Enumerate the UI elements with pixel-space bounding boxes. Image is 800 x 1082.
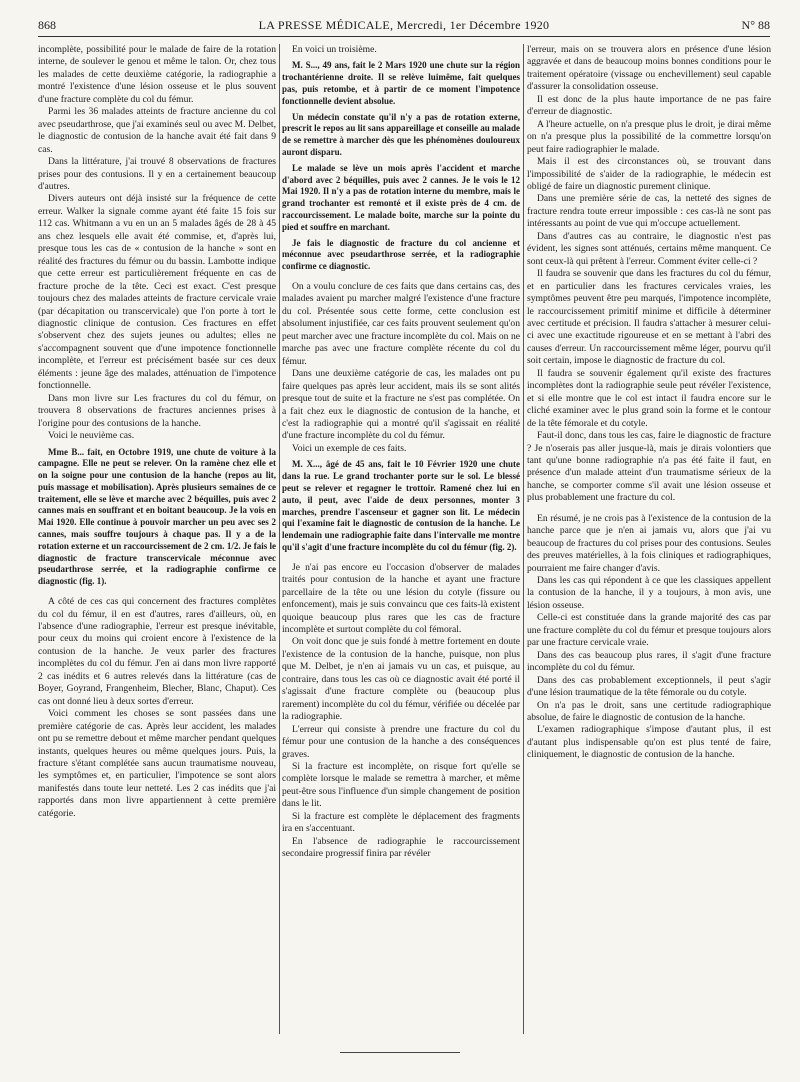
paragraph: Dans des cas probablement exceptionnels, il peut s'agir d'une lésion traumatique de la tête fémorale ou du cotyle. [527, 674, 771, 699]
paragraph: Je n'ai pas encore eu l'occasion d'observer de malades traités pour contusion de la hanche et ayant une fracture parcellaire de la tête ou une lésion du cotyle (fissure ou enfoncement), mais je suis convaincu que ces faits-là existent quoique beaucoup plus rares que les cas de fracture incomplète et surtout complète du col fémoral. [282, 561, 520, 635]
paragraph: Dans mon livre sur Les fractures du col du fémur, on trouvera 8 observations de fractures anciennes prises à l'origine pour des contusions de la hanche. [38, 392, 276, 429]
paragraph: Si la fracture est complète le déplacement des fragments ira en s'accentuant. [282, 810, 520, 835]
paragraph: Divers auteurs ont déjà insisté sur la fréquence de cette erreur. Walker la signale comme ayant été faite 15 fois sur 112 cas. Whitmann a vu en un an 5 malades âgés de 28 à 45 ans chez lesquels elle avait été commise, et, d'après lui, presque tous les cas de « contusion de la hanche » sont en réalité des fractures du fémur ou du bassin. Lambotte indique que cette erreur est particulièrement fréquente en cas de fracture proche de la tête. Ceci est exact. C'est presque toujours chez des malades atteints de fracture cervicale vraie (par décapitation ou transcervicale) que l'on porte à tort le diagnostic clinique de contusion. Ces fractures en effet s'observent chez des sujets jeunes ou adultes; elles ne s'accompagnent souvent que d'une impotence fonctionnelle incomplète, et l'erreur est précisément basée sur ces deux éléments : jeune âge des malades, atténuation de l'impotence fonctionnelle. [38, 193, 276, 392]
paragraph: L'examen radiographique s'impose d'autant plus, il est d'autant plus indispensable qu'on est plus tenté de faire, cliniquement, le diagnostic de contusion de la hanche. [527, 724, 771, 761]
paragraph: Voici un exemple de ces faits. [292, 442, 407, 454]
paragraph: On a voulu conclure de ces faits que dans certains cas, des malades avaient pu marcher malgré l'existence d'une fracture du col. Présentée sous cette forme, cette conclusion est absolument injustifiée, car ces faits prouvent seulement qu'on peut marcher avec une fracture incomplète du col. Mais on ne marche pas avec une fracture complète récente du col du fémur. [282, 281, 520, 367]
case-observation: Mme B... fait, en Octobre 1919, une chute de voiture à la campagne. Elle ne peut se relever. On la ramène chez elle et on la soigne pour une contusion de la hanche (repos au lit, puis massage et mobilisation). Après plusieurs semaines de ce traitement, elle se lève et marche avec 2 béquilles, puis avec 2 cannes mais en souffrant et en boitant beaucoup. Je la vois en Mai 1920. Elle continue à pouvoir marcher un peu avec ses 2 cannes, mais souffre toujours à chaque pas. Il y a de la rotation externe et un raccourcissement de 2 cm. 1/2. Je fais le diagnostic de fracture transcervicale méconnue avec pseudarthrose serrée, et la radiographie confirme ce diagnostic (fig. 1). [38, 446, 276, 587]
column-divider [279, 44, 280, 1034]
paragraph: Il faudra se souvenir également qu'il existe des fractures incomplètes dont la radiographie seule peut révéler l'existence, et si elle montre que le col est intact il faudra encore sur le cliché examiner avec le plus grand soin la forme et le contour de la tête fémorale et du cotyle. [527, 367, 771, 429]
text-column-1 [38, 44, 276, 1034]
paragraph: Parmi les 36 malades atteints de fracture ancienne du col avec pseudarthrose, que j'ai examinés seul ou avec M. Delbet, le diagnostic de contusion de la hanche avait été fait dans 9 cas. [38, 106, 276, 155]
paragraph: Dans une deuxième catégorie de cas, les malades ont pu faire quelques pas après leur accident, mais ils se sont alités presque tout de suite et la fracture ne s'est pas complétée. On a fait chez eux le diagnostic de contusion de la hanche, et c'est la radiographie qui a montré qu'il s'agissait en réalité d'une fracture incomplète du col du fémur. [282, 368, 520, 442]
page-number: 868 [38, 18, 56, 32]
paragraph: Dans la littérature, j'ai trouvé 8 observations de fractures prises pour des contusions. Il y en a certainement beaucoup d'autres. [38, 156, 276, 192]
paragraph: Dans une première série de cas, la netteté des signes de fracture rendra toute erreur impossible : ces cas-là ne sont pas intéressants au point de vue qui m'occupe actuellement. [527, 193, 771, 230]
paragraph: Voici le neuvième cas. [48, 430, 135, 442]
paragraph: Il est donc de la plus haute importance de ne pas faire d'erreur de diagnostic. [527, 93, 771, 118]
paragraph: En voici un troisième. [292, 44, 377, 55]
paragraph: Faut-il donc, dans tous les cas, faire le diagnostic de fracture ? Je n'oserais pas aller jusque-là, mais je dirais volontiers que tant qu'une bonne radiographie n'a pas été faite il faut, en présence d'un malade atteint d'un traumatisme sérieux de la hanche, se comporter comme s'il avait une lésion osseuse et plus probablement une fracture du col. [527, 430, 771, 504]
paragraph: A l'heure actuelle, on n'a presque plus le droit, je dirai même on n'a presque plus la possibilité de la commettre lorsqu'on peut faire radiographier le malade. [527, 118, 771, 155]
paragraph: incomplète, possibilité pour le malade de faire de la rotation interne, de soulever le genou et même le talon. Or, chez tous les malades de cette deuxième catégorie, la radiographie a montré l'existence d'une lésion osseuse et le plus souvent d'une fracture complète du col du fémur. [38, 44, 276, 105]
paragraph: En l'absence de radiographie le raccourcissement secondaire progressif finira par révéler [282, 835, 520, 860]
paragraph: En résumé, je ne crois pas à l'existence de la contusion de la hanche parce que je n'en ai jamais vu, alors que j'ai vu beaucoup de fractures du col prises pour des contusions. Seules des preuves matérielles, à la fois cliniques et radiographiques, pourraient me faire changer d'avis. [527, 512, 771, 574]
paragraph: Mais il est des circonstances où, se trouvant dans l'impossibilité de s'aider de la radiographie, le médecin est obligé de faire un diagnostic purement clinique. [527, 156, 771, 192]
paragraph: Celle-ci est constituée dans la grande majorité des cas par une fracture complète du col du fémur et presque toujours alors par une fracture cervicale vraie. [527, 612, 771, 649]
paragraph: Il faudra se souvenir que dans les fractures du col du fémur, et en particulier dans les fractures cervicales vraies, les symptômes peuvent être peu marqués, l'impotence incomplète, le raccourcissement primitif minime et difficile à déterminer avec certitude et précision. Il faudra s'attacher à mesurer celui-ci avec une exactitude rigoureuse et en se mettant à l'abri des causes d'erreur. Un raccourcissement même léger, pourvu qu'il soit certain, impose le diagnostic de fracture du col. [527, 268, 771, 367]
paragraph: Voici comment les choses se sont passées dans une première catégorie de cas. Après leur accident, les malades ont pu se remettre debout et même marcher pendant quelques instants, quelques heures ou même quelques jours. Puis, la fracture s'étant complétée sans aucun traumatisme nouveau, les symptômes et, en particulier, l'impotence se sont alors manifestés dans toute leur netteté. Les 2 cas inédits que j'ai rapportés dans mon livre appartiennent à cette première catégorie. [38, 708, 276, 819]
case-observation: M. S..., 49 ans, fait le 2 Mars 1920 une chute sur la région trochantérienne droite. Il se relève luimême, fait quelques pas, puis retombe, et à partir de ce moment l'impotence fonctionnelle devient absolue. [282, 60, 520, 106]
case-observation: Le malade se lève un mois après l'accident et marche d'abord avec 2 béquilles, puis avec 2 cannes. Je le vois le 12 Mai 1920. Il n'y a pas de rotation interne du membre, mais le grand trochanter est remonté et il existe près de 4 cm. de raccourcissement. Le malade boite, marche sur la pointe du pied et souffre en marchant. [282, 162, 520, 232]
case-observation: M. X..., âgé de 45 ans, fait le 10 Février 1920 une chute dans la rue. Le grand trochanter porte sur le sol. Le blessé peut se relever et regagner le trottoir. Ramené chez lui en auto, il peut, avec l'aide de deux personnes, monter 3 marches, prendre l'ascenseur et gagner son lit. Le médecin qui l'examine fait le diagnostic de contusion de la hanche. Le lendemain une radiographie faite dans l'intervalle me montre qu'il s'agit d'une fracture incomplète du col du fémur (fig. 2). [282, 459, 520, 552]
paragraph: Si la fracture est incomplète, on risque fort qu'elle se complète lorsque le malade se remettra à marcher, et même peut-être sous l'influence d'un simple changement de position dans le lit. [282, 760, 520, 810]
paragraph: On voit donc que je suis fondé à mettre fortement en doute l'existence de la contusion de la hanche, puisque, non plus que M. Delbet, je n'en ai jamais vu un cas, et puisque, au contraire, dans tous les cas où ce diagnostic avait été porté il s'agissait d'une fracture complète ou (beaucoup plus rarement) incomplète du col du fémur, vérifiée ou décelée par la radiographie. [282, 636, 520, 723]
paragraph: Dans les cas qui répondent à ce que les classiques appellent la contusion de la hanche, il y a toujours, à mon avis, une lésion osseuse. [527, 575, 771, 611]
text-column-3 [527, 44, 771, 1034]
footer-rule [340, 1052, 460, 1053]
column-divider [523, 44, 524, 1034]
paragraph: A côté de ces cas qui concernent des fractures complètes du col du fémur, il en est d'autres, rares d'ailleurs, où, en l'absence d'une radiographie, l'erreur est presque inévitable, pour ceux du moins qui croient encore à l'existence de la contusion de la hanche. Je veux parler des fractures incomplètes du col du fémur. J'en ai dans mon livre rapporté 2 cas inédits et 6 autres relevés dans la littérature (cas de Boyer, Goyrand, Frangenheim, Blecher, Blanc, Chaput). Ces cas ont donné lieu à deux sortes d'erreur. [38, 596, 276, 707]
paragraph: l'erreur, mais on se trouvera alors en présence d'une lésion aggravée et dans de beaucoup moins bonnes conditions pour le traitement opératoire (vissage ou enchevillement) seul capable d'assurer la consolidation osseuse. [527, 44, 771, 93]
paragraph: L'erreur qui consiste à prendre une fracture du col du fémur pour une contusion de la hanche a des conséquences graves. [282, 723, 520, 760]
issue-number: N° 88 [741, 18, 770, 32]
text-column-2 [282, 44, 520, 1034]
case-observation: Je fais le diagnostic de fracture du col ancienne et méconnue avec pseudarthrose serrée, et la radiographie confirme ce diagnostic. [282, 237, 520, 272]
case-observation: Un médecin constate qu'il n'y a pas de rotation externe, prescrit le repos au lit sans appareillage et conseille au malade de se remettre à marcher dès que les phénomènes douloureux auront disparu. [282, 111, 520, 158]
paragraph: Dans des cas beaucoup plus rares, il s'agit d'une fracture incomplète du col du fémur. [527, 649, 771, 674]
journal-title: LA PRESSE MÉDICALE, Mercredi, 1er Décembre 1920 [258, 18, 550, 32]
page-header [38, 14, 770, 37]
paragraph: Dans d'autres cas au contraire, le diagnostic n'est pas évident, les signes sont atténués, certains même manquent. Ce sont ceux-là qui prêtent à l'erreur. Comment éviter celle-ci ? [527, 230, 771, 267]
paragraph: On n'a pas le droit, sans une certitude radiographique absolue, de faire le diagnostic de contusion de la hanche. [527, 699, 771, 724]
